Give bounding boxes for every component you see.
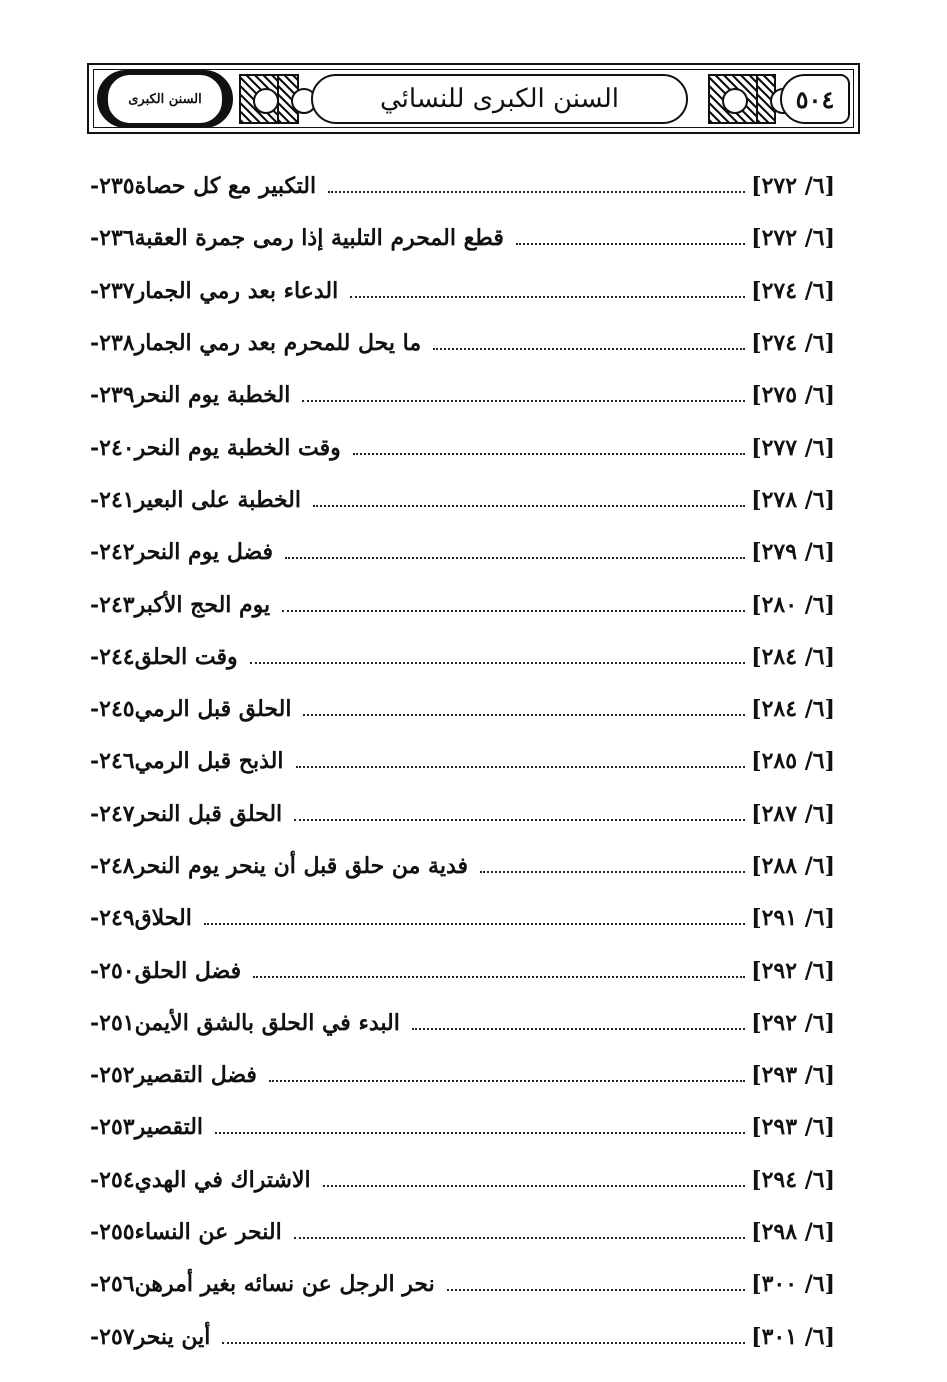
leader-dots <box>323 1185 746 1187</box>
entry-title: فدية من حلق قبل أن ينحر يوم النحر <box>134 853 469 879</box>
toc-entry[interactable] <box>90 735 835 787</box>
entry-page-ref: [٦/ ٢٩٣] <box>751 1062 835 1089</box>
entry-page-ref: [٦/ ٣٠١] <box>751 1323 835 1350</box>
leader-dots <box>253 976 745 978</box>
entry-number: ٢٤٨- <box>90 853 135 879</box>
toc-entry[interactable] <box>90 840 835 892</box>
entry-number: ٢٤٧- <box>90 800 135 827</box>
leader-dots <box>480 871 745 873</box>
toc-entry[interactable] <box>90 997 835 1049</box>
ornament-icon <box>756 74 776 124</box>
entry-title: الدعاء بعد رمي الجمار <box>134 277 339 304</box>
entry-number: ٢٤٤- <box>90 643 135 670</box>
entry-page-ref: [٦/ ٢٩١] <box>751 905 835 932</box>
entry-title: الخطبة على البعير <box>134 486 302 513</box>
entry-page-ref: [٦/ ٢٩٤] <box>751 1166 835 1193</box>
leader-dots <box>282 610 745 612</box>
entry-title: الذبح قبل الرمي <box>134 748 284 775</box>
entry-page-ref: [٦/ ٢٨٧] <box>751 800 835 827</box>
entry-page-ref: [٦/ ٢٧٤] <box>751 330 835 357</box>
leader-dots <box>285 557 745 559</box>
entry-title: الخطبة يوم النحر <box>134 382 291 409</box>
leader-dots <box>250 662 746 664</box>
book-title: السنن الكبرى للنسائي <box>380 84 619 114</box>
entry-number: ٢٥٧- <box>90 1323 135 1350</box>
entry-number: ٢٥٢- <box>90 1062 135 1089</box>
leader-dots <box>222 1342 745 1344</box>
entry-title: الحلق قبل الرمي <box>134 696 292 723</box>
entry-number: ٢٤١- <box>90 486 135 513</box>
entry-number: ٢٣٥- <box>90 173 135 200</box>
toc-entry[interactable] <box>90 788 835 840</box>
toc-entry[interactable] <box>90 1258 835 1310</box>
toc-entry[interactable] <box>90 1154 835 1206</box>
toc-entry[interactable] <box>90 892 835 944</box>
entry-title: يوم الحج الأكبر <box>134 591 271 618</box>
leader-dots <box>215 1132 745 1134</box>
table-of-contents <box>90 160 835 1363</box>
entry-title: نحر الرجل عن نسائه بغير أمرهن <box>134 1271 435 1298</box>
page-number: ٥٠٤ <box>795 84 835 114</box>
toc-entry[interactable] <box>90 160 835 212</box>
entry-title: الحلق قبل النحر <box>134 800 283 827</box>
entry-title: التقصير <box>134 1114 204 1141</box>
toc-entry[interactable] <box>90 631 835 683</box>
toc-entry[interactable] <box>90 526 835 578</box>
entry-page-ref: [٦/ ٢٨٠] <box>751 591 835 618</box>
entry-title: ما يحل للمحرم بعد رمي الجمار <box>134 330 422 357</box>
page-number-box <box>780 74 850 124</box>
leader-dots <box>433 348 745 350</box>
entry-page-ref: [٦/ ٢٨٨] <box>751 853 835 879</box>
entry-page-ref: [٦/ ٢٩٨] <box>751 1219 835 1246</box>
leader-dots <box>447 1289 745 1291</box>
toc-entry[interactable] <box>90 683 835 735</box>
toc-entry[interactable] <box>90 1311 835 1363</box>
entry-number: ٢٣٩- <box>90 382 135 409</box>
leader-dots <box>328 191 745 193</box>
entry-number: ٢٥٥- <box>90 1219 135 1246</box>
entry-number: ٢٥١- <box>90 1009 135 1036</box>
entry-title: فضل التقصير <box>134 1062 257 1089</box>
entry-page-ref: [٦/ ٢٨٤] <box>751 643 835 670</box>
leader-dots <box>204 923 745 925</box>
entry-page-ref: [٦/ ٣٠٠] <box>751 1271 835 1298</box>
toc-entry[interactable] <box>90 474 835 526</box>
entry-page-ref: [٦/ ٢٩٣] <box>751 1114 835 1141</box>
toc-entry[interactable] <box>90 212 835 264</box>
entry-title: قطع المحرم التلبية إذا رمى جمرة العقبة <box>134 225 504 252</box>
entry-page-ref: [٦/ ٢٧٥] <box>751 382 835 409</box>
entry-page-ref: [٦/ ٢٧٨] <box>751 486 835 513</box>
entry-title: البدء في الحلق بالشق الأيمن <box>134 1009 400 1036</box>
entry-number: ٢٤٥- <box>90 696 135 723</box>
entry-number: ٢٣٧- <box>90 277 135 304</box>
entry-title: وقت الخطبة يوم النحر <box>134 434 341 461</box>
entry-page-ref: [٦/ ٢٧٧] <box>751 434 835 461</box>
leader-dots <box>350 296 745 298</box>
leader-dots <box>294 1237 745 1239</box>
entry-title: أين ينحر <box>134 1323 211 1350</box>
entry-page-ref: [٦/ ٢٨٤] <box>751 696 835 723</box>
entry-page-ref: [٦/ ٢٧٢] <box>751 173 835 200</box>
toc-entry[interactable] <box>90 1101 835 1153</box>
entry-title: وقت الحلق <box>134 643 238 670</box>
entry-number: ٢٤٠- <box>90 434 135 461</box>
entry-page-ref: [٦/ ٢٨٥] <box>751 748 835 775</box>
entry-number: ٢٥٤- <box>90 1166 135 1193</box>
leader-dots <box>412 1028 745 1030</box>
toc-entry[interactable] <box>90 421 835 473</box>
toc-entry[interactable] <box>90 369 835 421</box>
entry-page-ref: [٦/ ٢٩٢] <box>751 1009 835 1036</box>
book-seal-logo <box>97 70 233 128</box>
toc-entry[interactable] <box>90 578 835 630</box>
entry-number: ٢٥٠- <box>90 957 135 984</box>
entry-title: التكبير مع كل حصاة <box>134 173 317 200</box>
leader-dots <box>516 243 745 245</box>
toc-entry[interactable] <box>90 1206 835 1258</box>
title-cartouche <box>311 74 688 124</box>
entry-number: ٢٥٣- <box>90 1114 135 1141</box>
entry-number: ٢٤٦- <box>90 748 135 775</box>
entry-page-ref: [٦/ ٢٧٩] <box>751 539 835 566</box>
ornament-icon <box>708 74 758 124</box>
entry-page-ref: [٦/ ٢٩٢] <box>751 957 835 984</box>
seal-inner <box>108 75 222 123</box>
entry-title: الحلاق <box>134 905 192 932</box>
toc-entry[interactable] <box>90 1049 835 1101</box>
entry-title: الاشتراك في الهدي <box>134 1166 311 1193</box>
page-header <box>87 63 860 134</box>
leader-dots <box>302 400 745 402</box>
leader-dots <box>353 453 745 455</box>
ornament-icon <box>277 74 299 124</box>
entry-page-ref: [٦/ ٢٧٢] <box>751 225 835 252</box>
toc-entry[interactable] <box>90 317 835 369</box>
leader-dots <box>296 766 746 768</box>
leader-dots <box>294 819 745 821</box>
leader-dots <box>303 714 745 716</box>
toc-entry[interactable] <box>90 265 835 317</box>
seal-text: السنن الكبرى <box>128 91 202 107</box>
entry-title: فضل يوم النحر <box>134 539 274 566</box>
entry-title: فضل الحلق <box>134 957 242 984</box>
entry-number: ٢٣٨- <box>90 330 135 357</box>
toc-entry[interactable] <box>90 944 835 996</box>
entry-number: ٢٤٩- <box>90 905 135 932</box>
entry-number: ٢٤٣- <box>90 591 135 618</box>
entry-number: ٢٤٢- <box>90 539 135 566</box>
entry-title: النحر عن النساء <box>134 1219 282 1246</box>
entry-number: ٢٣٦- <box>90 225 135 252</box>
leader-dots <box>269 1080 745 1082</box>
entry-number: ٢٥٦- <box>90 1271 135 1298</box>
leader-dots <box>313 505 745 507</box>
entry-page-ref: [٦/ ٢٧٤] <box>751 277 835 304</box>
